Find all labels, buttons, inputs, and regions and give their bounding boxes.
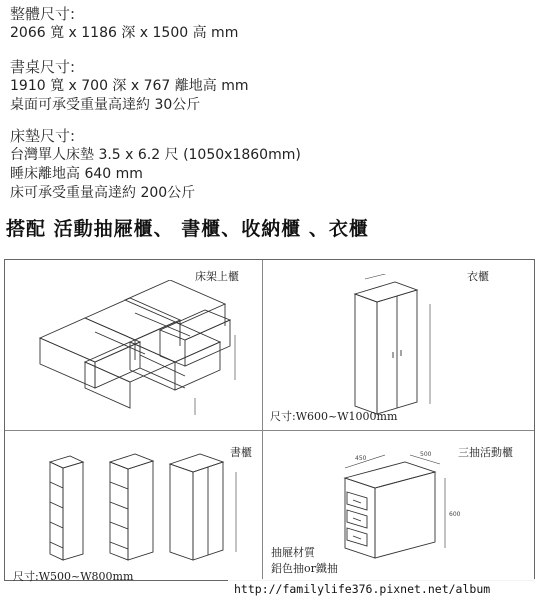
bed-shelf-label: 床架上櫃 [195,270,239,283]
wardrobe-label: 衣櫃 [467,270,489,283]
watermark-url: http://familylife376.pixnet.net/album [228,579,540,600]
drawer-material-line-2: 鋁色抽or鐵抽 [271,562,338,575]
drawer-cabinet-label: 三抽活動櫃 [458,446,513,459]
mattress-size-block [10,126,301,203]
overall-size-heading: 整體尺寸: [10,5,76,23]
drawer-material-line-1: 抽屜材質 [271,546,315,559]
bookcase-size-label: 尺寸:W500~W800mm [13,570,134,583]
mattress-size-line-1: 台灣單人床墊 3.5 x 6.2 尺 (1050x1860mm) [10,147,301,163]
drawer-cabinet-drawing [325,450,475,565]
drawer-height-dimension: 600 [449,511,461,518]
mattress-size-line-3: 床可承受重量高達約 200公斤 [10,185,196,201]
bookcase-label: 書櫃 [230,446,252,459]
mattress-size-line-2: 睡床離地高 640 mm [10,166,143,182]
bookcases-drawing [35,452,250,567]
overall-size-block [10,4,238,43]
vertical-divider [262,260,263,580]
drawer-depth-dimension: 450 [355,455,367,462]
wardrobe-size-label: 尺寸:W600~W1000mm [270,410,398,423]
mattress-size-heading: 床墊尺寸: [10,127,76,145]
section-title: 搭配 活動抽屜櫃、 書櫃、收納櫃 、衣櫃 [6,218,369,240]
drawer-width-dimension: 500 [420,451,432,458]
desk-size-heading: 書桌尺寸: [10,58,76,76]
desk-size-block [10,57,249,115]
bed-shelf-cabinets-drawing [30,280,250,425]
furniture-drawing-panel [4,259,535,581]
horizontal-divider [5,430,534,431]
wardrobe-drawing [335,274,445,419]
overall-size-line: 2066 寬 x 1186 深 x 1500 高 mm [10,25,239,41]
desk-size-line-1: 1910 寬 x 700 深 x 767 離地高 mm [10,78,249,94]
desk-size-line-2: 桌面可承受重量高達約 30公斤 [10,97,201,113]
